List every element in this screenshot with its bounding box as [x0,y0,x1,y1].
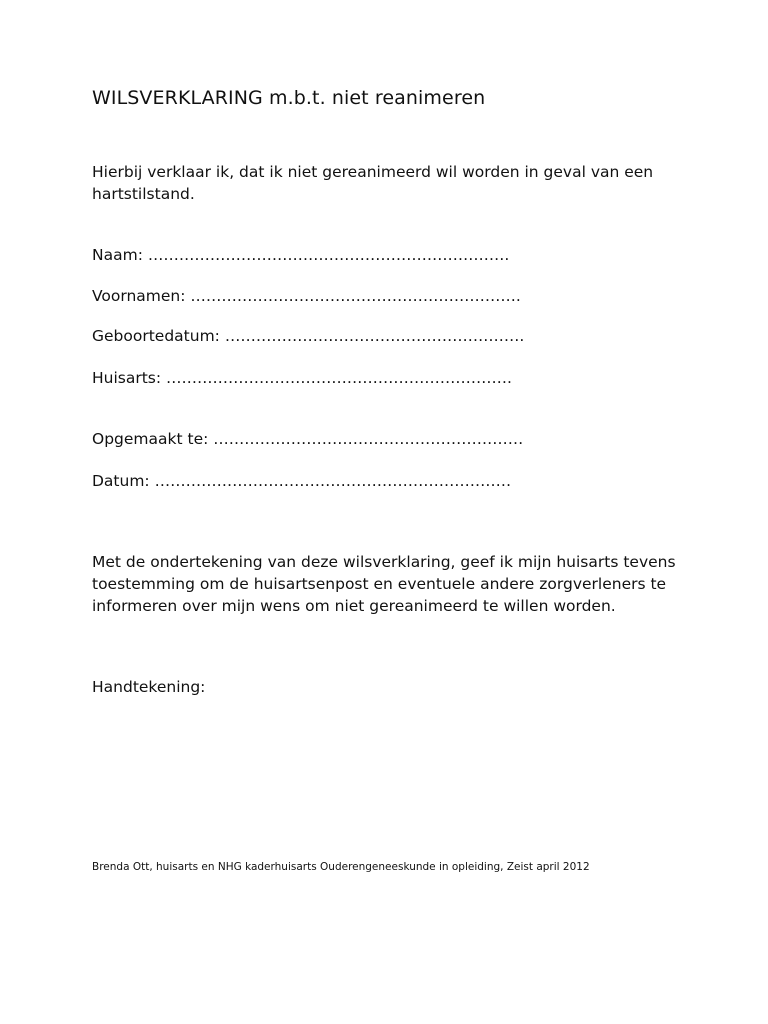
field-geboortedatum: Geboortedatum: …………………………………………………. [92,327,525,345]
field-naam: Naam: ……………………………………………………………. [92,246,510,264]
signature-label: Handtekening: [92,678,206,696]
intro-statement: Hierbij verklaar ik, dat ik niet gereanimeerd wil worden in geval van een hartstilstand. [92,163,654,203]
consent-statement: Met de ondertekening van deze wilsverklaring, geef ik mijn huisarts tevens toestemming om de huisartsenpost en eventuele andere zorgverleners te informeren over mijn wens om niet gereanimeerd te willen worden. [92,553,676,615]
footer-credit: Brenda Ott, huisarts en NHG kaderhuisarts Ouderengeneeskunde in opleiding, Zeist april 2012 [92,861,590,873]
document-title: WILSVERKLARING m.b.t. niet reanimeren [92,87,486,109]
field-voornamen: Voornamen: ………………………………………………………. [92,287,521,305]
field-datum: Datum: …………………………………………………………… [92,472,512,490]
field-huisarts: Huisarts: …………………………………………………………. [92,369,512,387]
field-opgemaakt-te: Opgemaakt te: …………………………………………………… [92,430,524,448]
